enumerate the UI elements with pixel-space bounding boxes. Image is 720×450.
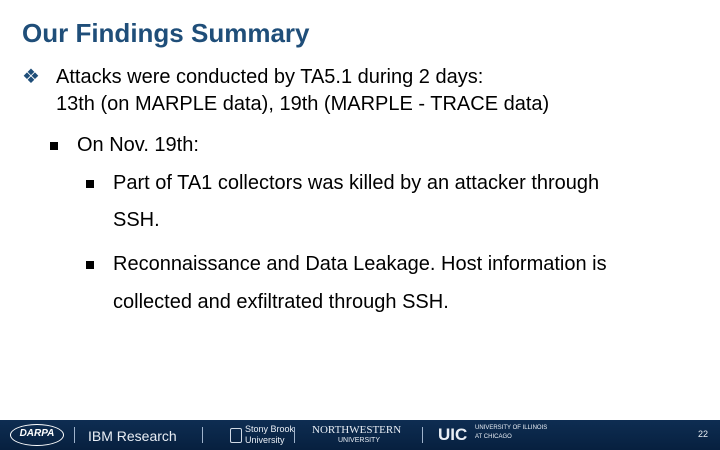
item2-line2: collected and exfiltrated through SSH. bbox=[113, 291, 449, 313]
diamond-bullet-icon: ❖ bbox=[22, 66, 40, 88]
item2-line1: Reconnaissance and Data Leakage. Host information is bbox=[113, 253, 607, 275]
uic-logo: UIC bbox=[438, 425, 468, 444]
darpa-logo bbox=[10, 424, 64, 446]
square-bullet-icon bbox=[86, 261, 94, 269]
footer-divider bbox=[74, 427, 75, 443]
uic-logo-sub-line2: AT CHICAGO bbox=[475, 434, 512, 440]
footer-divider bbox=[294, 427, 295, 443]
stony-brook-shield-icon bbox=[230, 428, 242, 443]
footer-bar bbox=[0, 420, 720, 450]
sub-bullet-label: On Nov. 19th: bbox=[77, 134, 199, 156]
square-bullet-icon bbox=[86, 180, 94, 188]
footer-divider bbox=[202, 427, 203, 443]
slide-title: Our Findings Summary bbox=[22, 18, 310, 48]
main-bullet-line2: 13th (on MARPLE data), 19th (MARPLE - TRACE data) bbox=[56, 93, 550, 115]
ibm-research-logo: IBM Research bbox=[88, 428, 177, 444]
main-bullet-line1: Attacks were conducted by TA5.1 during 2 days: bbox=[56, 66, 484, 88]
northwestern-logo-line1: NORTHWESTERN bbox=[312, 424, 402, 436]
darpa-logo-text: DARPA bbox=[19, 428, 55, 439]
square-bullet-icon bbox=[50, 142, 58, 150]
stony-brook-logo-line2: University bbox=[245, 435, 285, 445]
footer-divider bbox=[422, 427, 423, 443]
stony-brook-logo-line1: Stony Brook bbox=[245, 424, 295, 434]
uic-logo-sub-line1: UNIVERSITY OF ILLINOIS bbox=[475, 425, 548, 431]
northwestern-logo-line2: UNIVERSITY bbox=[338, 437, 381, 444]
item1-line2: SSH. bbox=[113, 209, 160, 231]
page-number: 22 bbox=[697, 429, 708, 439]
item1-line1: Part of TA1 collectors was killed by an attacker through bbox=[113, 172, 600, 194]
